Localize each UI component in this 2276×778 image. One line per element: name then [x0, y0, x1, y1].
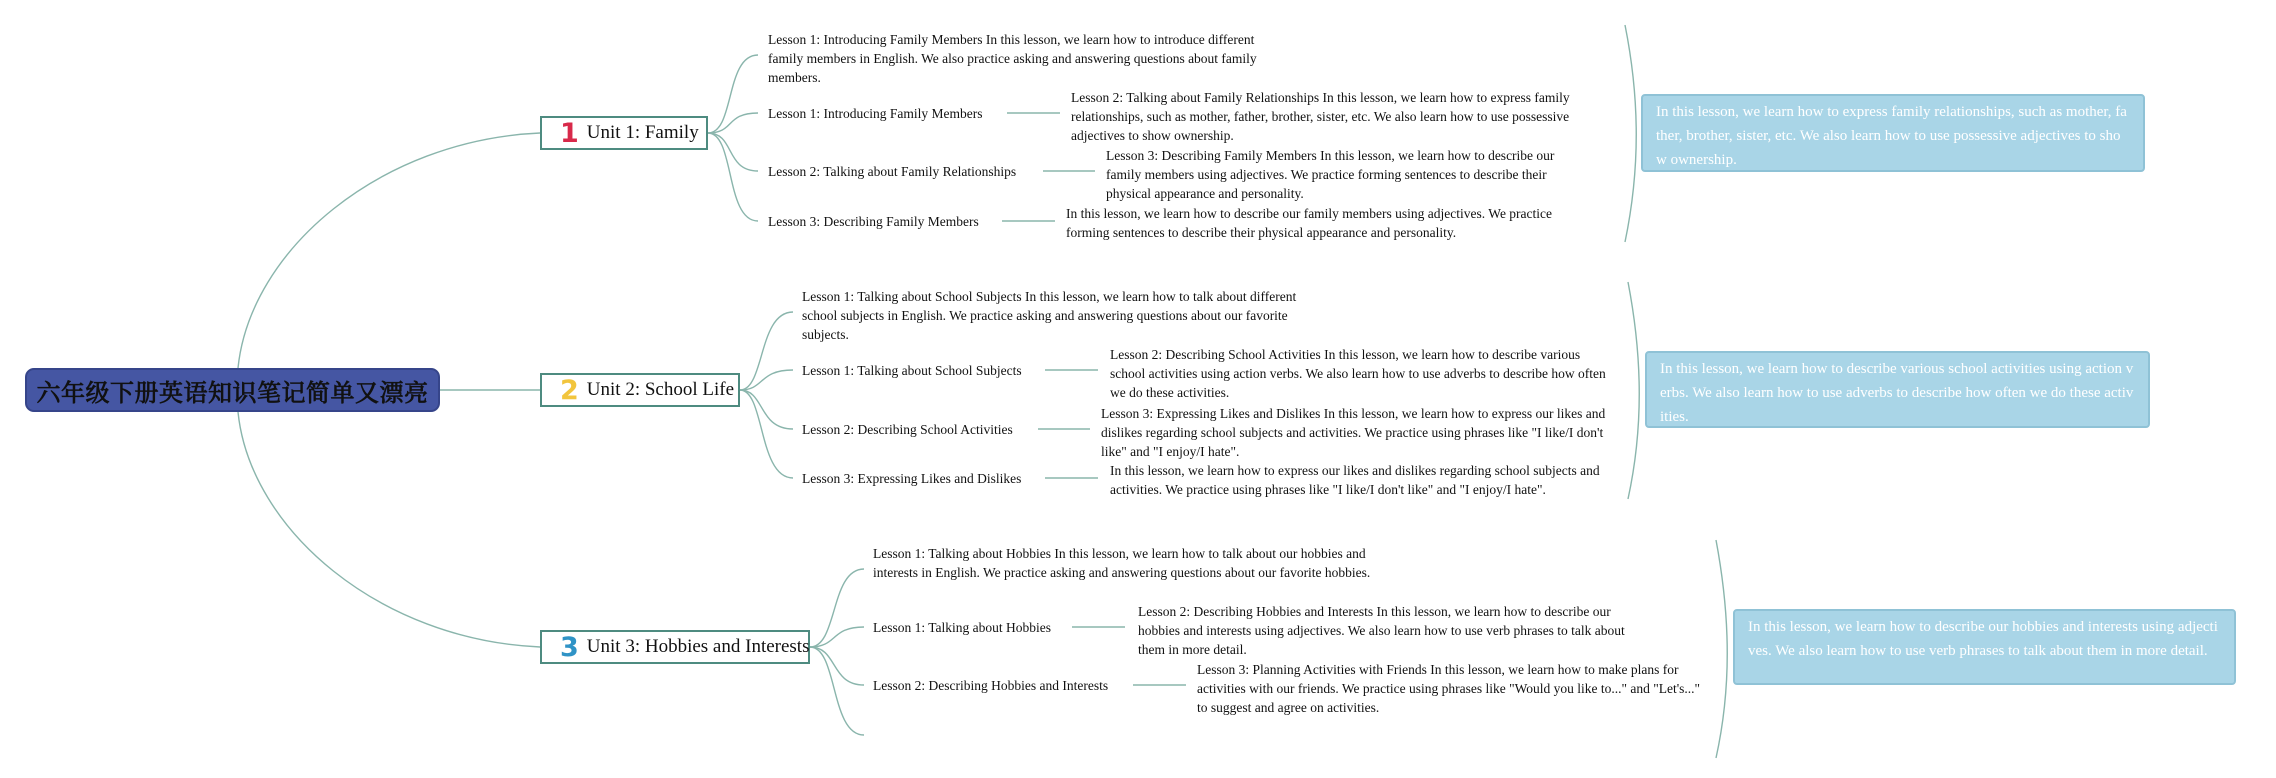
unit-1-lesson-1-detail[interactable]: Lesson 2: Talking about Family Relationships In this lesson, we learn how to express family relationships, such as mother, father, brother, sister, etc. We also learn how to use possessive adjectives to show ownership. — [1071, 90, 1570, 143]
unit-3-title: Unit 3: Hobbies and Interests — [586, 636, 810, 657]
unit-3-lesson-2-label[interactable]: Lesson 2: Describing Hobbies and Interests — [873, 678, 1109, 693]
unit-1-topic[interactable]: Lesson 1: Introducing Family Members In this lesson, we learn how to introduce different family members in English. We also practice asking and answering questions about family members. — [768, 32, 1257, 85]
unit-1-title: Unit 1: Family — [586, 122, 699, 143]
unit-3-topic[interactable]: Lesson 1: Talking about Hobbies In this lesson, we learn how to talk about our hobbies and interests in English. We practice asking and answering questions about our favorite hobbies. — [873, 546, 1371, 580]
unit-2-topic[interactable]: Lesson 1: Talking about School Subjects In this lesson, we learn how to talk about different school subjects in English. We practice asking and answering questions about our favorite subjects. — [802, 289, 1297, 342]
unit-1-lesson-2-detail[interactable]: Lesson 3: Describing Family Members In this lesson, we learn how to describe our family members using adjectives. We practice forming sentences to describe their physical appearance and personality. — [1106, 148, 1555, 201]
number-3-icon: 3 — [560, 631, 579, 663]
unit-1-lesson-3-detail[interactable]: In this lesson, we learn how to describe our family members using adjectives. We practice forming sentences to describe their physical appearance and personality. — [1066, 206, 1553, 240]
unit-2-lesson-1-detail[interactable]: Lesson 2: Describing School Activities In this lesson, we learn how to describe various school activities using action verbs. We also learn how to use adverbs to describe how often we do these activities. — [1110, 347, 1606, 400]
number-2-icon: 2 — [560, 374, 579, 406]
unit-1-node[interactable] — [540, 116, 708, 150]
unit-2-title: Unit 2: School Life — [586, 379, 735, 400]
unit-1-lesson-2-label[interactable]: Lesson 2: Talking about Family Relationships — [768, 164, 1017, 179]
unit-3-node[interactable] — [540, 630, 810, 664]
unit-2-lesson-1-label[interactable]: Lesson 1: Talking about School Subjects — [802, 363, 1022, 378]
unit-3-lesson-2-detail[interactable]: Lesson 3: Planning Activities with Friends In this lesson, we learn how to make plans for activities with our friends. We practice using phrases like "Would you like to..." and "Let's..." to suggest and agree on activities. — [1197, 662, 1701, 715]
number-1-icon: 1 — [560, 117, 579, 149]
root-node[interactable] — [25, 368, 440, 412]
unit-1-lesson-1-label[interactable]: Lesson 1: Introducing Family Members — [768, 106, 983, 121]
unit-1-lesson-3-label[interactable]: Lesson 3: Describing Family Members — [768, 214, 979, 229]
unit-2-node[interactable] — [540, 373, 740, 407]
unit-2-summary-card[interactable]: In this lesson, we learn how to describe various school activities using action verbs. We also learn how to use adverbs to describe how often we do these activities. — [1645, 351, 2150, 428]
unit-3-lesson-1-detail[interactable]: Lesson 2: Describing Hobbies and Interests In this lesson, we learn how to describe our hobbies and interests using adjectives. We also learn how to use verb phrases to talk about them in more detail. — [1138, 604, 1625, 657]
unit-3-summary-card[interactable]: In this lesson, we learn how to describe our hobbies and interests using adjectives. We also learn how to use verb phrases to talk about them in more detail. — [1733, 609, 2236, 685]
unit-1-summary-card[interactable]: In this lesson, we learn how to express family relationships, such as mother, father, brother, sister, etc. We also learn how to use possessive adjectives to show ownership. — [1641, 94, 2145, 172]
unit-2-lesson-2-detail[interactable]: Lesson 3: Expressing Likes and Dislikes In this lesson, we learn how to express our likes and dislikes regarding school subjects and activities. We practice using phrases like "I like/I don't like" and "I enjoy/I hate". — [1101, 406, 1606, 459]
unit-3-lesson-1-label[interactable]: Lesson 1: Talking about Hobbies — [873, 620, 1052, 635]
unit-2-lesson-3-label[interactable]: Lesson 3: Expressing Likes and Dislikes — [802, 471, 1022, 486]
unit-2-lesson-2-label[interactable]: Lesson 2: Describing School Activities — [802, 422, 1013, 437]
root-title: 六年级下册英语知识笔记简单又漂亮 — [36, 378, 429, 407]
unit-2-lesson-3-detail[interactable]: In this lesson, we learn how to express our likes and dislikes regarding school subjects and activities. We practice using phrases like "I like/I don't like" and "I enjoy/I hate". — [1110, 463, 1600, 497]
